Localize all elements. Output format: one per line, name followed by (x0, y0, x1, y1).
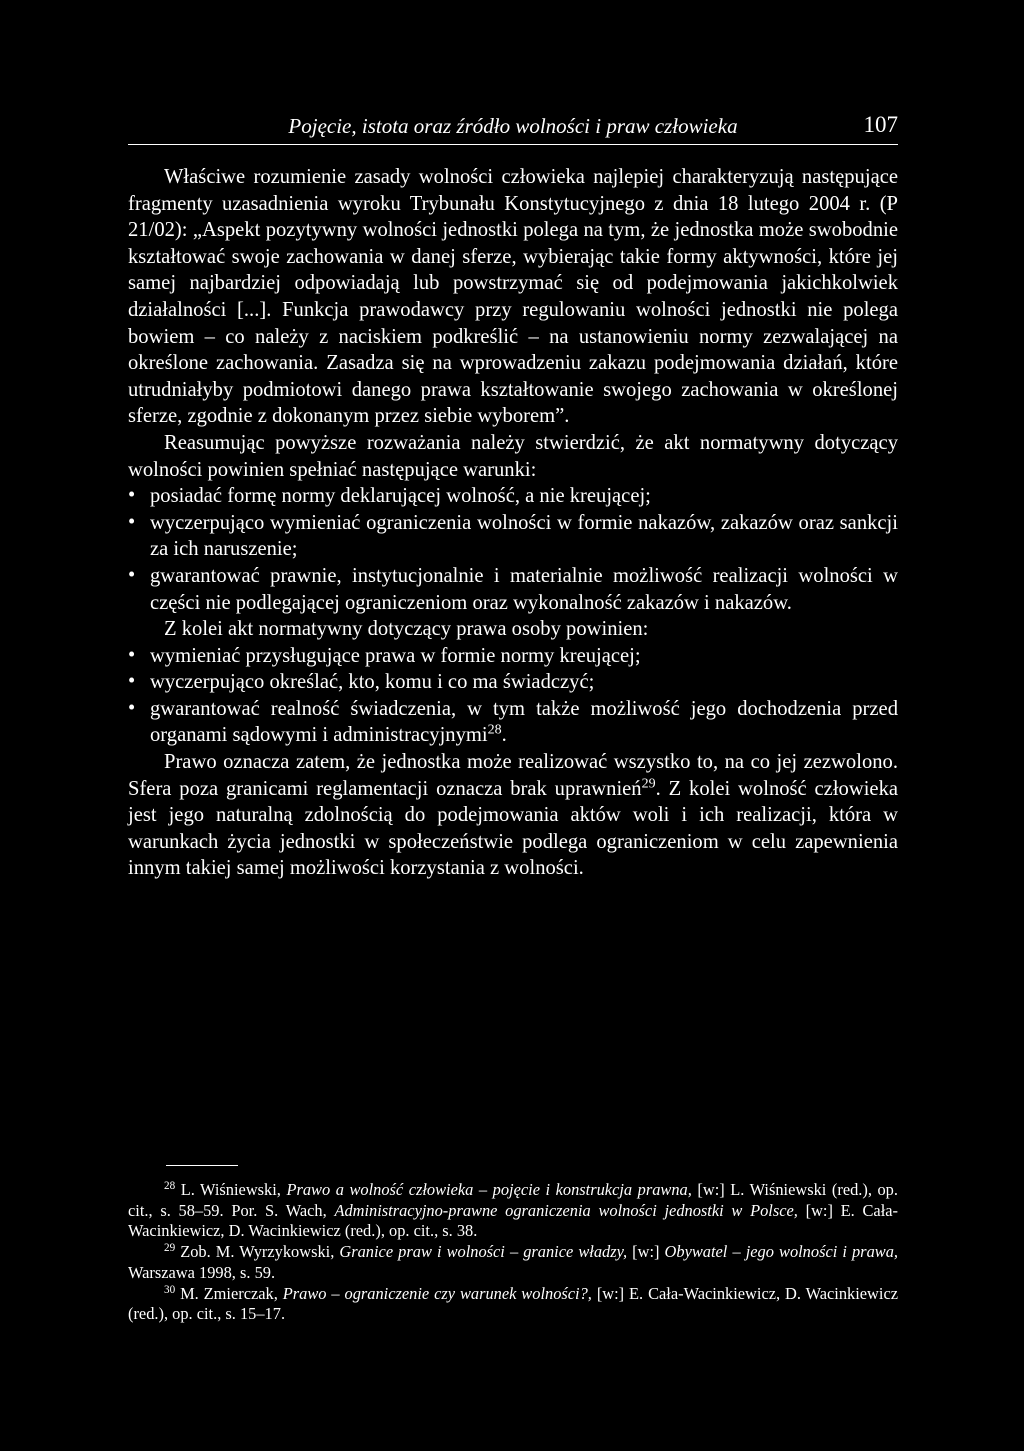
footnote-number: 30 (164, 1283, 176, 1296)
paragraph-2: Reasumując powyższe rozważania należy stwierdzić, że akt normatywny dotyczący wolności powinien spełniać następujące warunki: (128, 431, 898, 481)
list-item (128, 669, 898, 696)
footnote-28 (128, 1180, 898, 1242)
freedom-conditions-list (128, 483, 898, 616)
bullet-icon: • (128, 696, 136, 719)
footnote-text: M. Zmierczak, (175, 1283, 283, 1303)
bullet-icon: • (128, 563, 136, 586)
footnote-title: Prawo a wolność człowieka – pojęcie i konstrukcja prawna, (286, 1180, 692, 1199)
footnote-text: Warszawa 1998, s. 59. (128, 1262, 276, 1282)
page-header (128, 110, 898, 145)
running-title: Pojęcie, istota oraz źródło wolności i praw człowieka (288, 114, 738, 138)
list-item-text: gwarantować realność świadczenia, w tym także możliwość jego dochodzenia przed organami sądowymi i administracyjnymi (150, 697, 898, 747)
list-item-end: . (501, 724, 507, 747)
footnote-number: 28 (164, 1179, 176, 1192)
list-item (128, 643, 898, 670)
paragraph-4-part-a: Prawo oznacza zatem, że jednostka może realizować wszystko to, na co jej zezwolono. Sfera poza granicami reglamentacji oznacza brak uprawnień (128, 751, 898, 800)
page-number: 107 (863, 112, 898, 137)
paragraph-1: Właściwe rozumienie zasady wolności człowieka najlepiej charakteryzują następujące fragmenty uzasadnienia wyroku Trybunału Konstytucyjnego z dnia 18 lutego 2004 r. (P 21/02): „Aspekt pozytywny wolności jednostki polega na tym, że jednostka może swobodnie kształtować swoje zachowania w danej sferze, wybierając takie formy aktywności, które jej samej najbardziej odpowiadają lub powstrzymać się od podejmowania jakichkolwiek działalności [...]. Funkcja prawodawcy przy regulowaniu wolności jednostki nie polega bowiem – co należy z naciskiem podkreślić – na ustanowieniu normy zezwalającej na określone zachowania. Zasadza się na wprowadzeniu zakazu podejmowania działań, które utrudniałyby podmiotowi danego prawa kształtowanie swojego zachowania w określonej sferze, zgodnie z dokonanym przez siebie wyborem”. (128, 166, 898, 428)
footnote-title: Obywatel – jego wolności i prawa, (664, 1242, 898, 1262)
footnote-text: [w:] E. Cała-Wacinkiewicz, D. Wacinkiewicz (red.), op. cit., s. 15–17. (128, 1283, 898, 1324)
list-item-text: wyczerpująco określać, kto, komu i co ma świadczyć; (150, 671, 595, 694)
list-item-text: posiadać formę normy deklarującej wolność, a nie kreującej; (150, 485, 651, 508)
list-item-text: gwarantować prawnie, instytucjonalnie i materialnie możliwość realizacji wolności w części nie podlegającej ograniczeniom oraz wykonalność zakazów i nakazów. (150, 564, 898, 614)
footnote-title: Granice praw i wolności – granice władzy, (339, 1242, 628, 1262)
paragraph-4-part-b: . Z kolei wolność człowieka jest jego naturalną zdolnością do podejmowania aktów woli i ich realizacji, która w warunkach życia jednostki w społeczeństwie podlega ograniczeniom w celu zapewnienia innym takiej samej możliwości korzystania z wolności. (128, 777, 899, 880)
footnote-ref-29[interactable]: 29 (641, 775, 656, 791)
footnote-ref-28[interactable]: 28 (487, 722, 502, 738)
list-item (128, 563, 898, 616)
footnote-number: 29 (164, 1241, 176, 1254)
paragraph-3: Z kolei akt normatywny dotyczący prawa osoby powinien: (164, 618, 649, 641)
footnote-divider (166, 1165, 238, 1166)
main-text (128, 164, 898, 882)
footnote-text: [w:] E. Cała-Wacinkiewicz, D. Wacinkiewicz (red.), op. cit., s. 38. (128, 1200, 898, 1241)
list-item-text: wyczerpująco wymieniać ograniczenia wolności w formie nakazów, zakazów oraz sankcji za ich naruszenie; (150, 511, 898, 561)
list-item (128, 696, 898, 749)
bullet-icon: • (128, 484, 136, 507)
footnote-title: Administracyjno-prawne ograniczenia wolności jednostki w Polsce, (334, 1200, 798, 1220)
list-item (128, 483, 898, 510)
bullet-icon: • (128, 670, 136, 693)
footnote-text: [w:] (627, 1242, 665, 1262)
footnote-30 (128, 1284, 898, 1325)
footnotes (128, 1180, 898, 1325)
bullet-icon: • (128, 510, 136, 533)
bullet-icon: • (128, 643, 136, 666)
footnote-text: [w:] L. Wiśniewski (red.), op. cit., s. 58–59. Por. S. Wach, (128, 1180, 898, 1220)
footnote-title: Prawo – ograniczenie czy warunek wolności?, (282, 1283, 592, 1303)
footnote-text: L. Wiśniewski, (175, 1180, 287, 1199)
list-item (128, 510, 898, 563)
list-item-text: wymieniać przysługujące prawa w formie normy kreującej; (150, 644, 641, 667)
paragraph-4 (128, 749, 898, 882)
footnote-text: Zob. M. Wyrzykowski, (175, 1242, 340, 1262)
footnote-29 (128, 1242, 898, 1283)
rights-conditions-list (128, 643, 898, 749)
